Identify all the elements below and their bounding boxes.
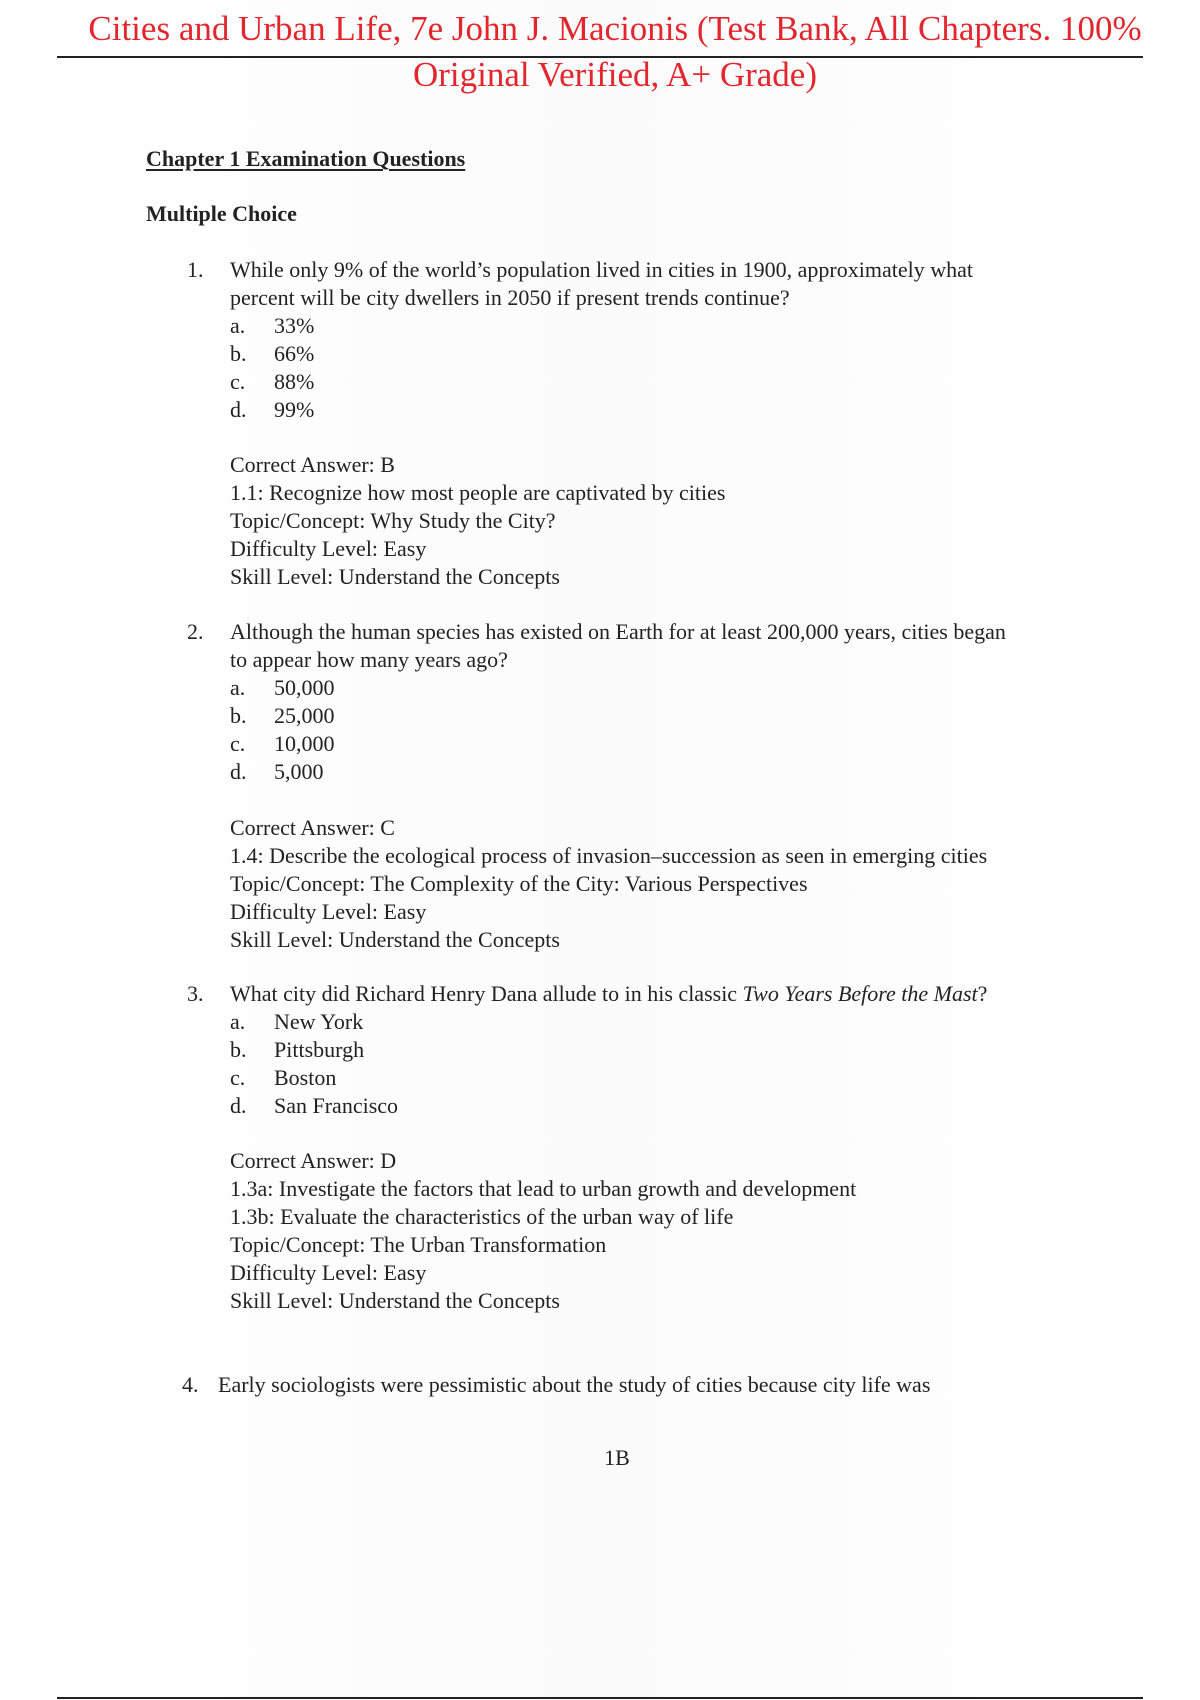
topic-concept: Topic/Concept: The Urban Transformation — [230, 1232, 607, 1257]
option-row — [230, 368, 314, 396]
title-divider — [57, 56, 1143, 58]
option-row — [230, 312, 314, 340]
question-4-number: 4. — [182, 1372, 199, 1397]
learning-objective: 1.3a: Investigate the factors that lead to urban growth and development — [230, 1176, 857, 1201]
option-text: New York — [274, 1009, 364, 1034]
option-letter: a. — [230, 675, 246, 700]
book-title: Two Years Before the Mast — [742, 981, 978, 1006]
option-letter: d. — [230, 759, 247, 784]
option-row — [230, 674, 335, 702]
option-row — [230, 1064, 398, 1092]
option-text: San Francisco — [274, 1093, 399, 1118]
option-letter: b. — [230, 1037, 247, 1062]
section-heading: Multiple Choice — [146, 201, 297, 226]
chapter-heading: Chapter 1 Examination Questions — [146, 146, 466, 171]
page-number: 1B — [604, 1445, 630, 1470]
topic-concept: Topic/Concept: The Complexity of the City: Various Perspectives — [230, 871, 808, 896]
question-3-text-start: What city did Richard Henry Dana allude to in his classic — [230, 981, 743, 1006]
question-3-answer-details — [230, 1147, 856, 1315]
question-2-text — [230, 618, 1110, 674]
question-1-text-line-1: While only 9% of the world’s population lived in cities in 1900, approximately what — [230, 257, 973, 282]
question-2-text-line-2: to appear how many years ago? — [230, 647, 508, 672]
option-letter: d. — [230, 1093, 247, 1118]
option-text: 50,000 — [274, 675, 335, 700]
option-text: 10,000 — [274, 731, 335, 756]
question-1-options — [230, 312, 314, 424]
question-2-answer-details — [230, 814, 987, 954]
question-1-text-line-2: percent will be city dwellers in 2050 if present trends continue? — [230, 285, 790, 310]
document-title — [60, 6, 1170, 98]
option-row — [230, 340, 314, 368]
question-4-text-line-1: Early sociologists were pessimistic about the study of cities because city life was — [218, 1372, 931, 1397]
option-letter: a. — [230, 313, 246, 338]
question-1-answer-details — [230, 451, 725, 591]
option-row — [230, 702, 335, 730]
difficulty-level: Difficulty Level: Easy — [230, 536, 427, 561]
option-text: 25,000 — [274, 703, 335, 728]
option-letter: c. — [230, 1065, 246, 1090]
option-text: 33% — [274, 313, 315, 338]
question-3-options — [230, 1008, 398, 1120]
option-text: Pittsburgh — [274, 1037, 365, 1062]
question-4-text — [218, 1371, 1098, 1399]
question-1-text — [230, 256, 1110, 312]
document-title-line-1: Cities and Urban Life, 7e John J. Macionis (Test Bank, All Chapters. 100% — [88, 9, 1142, 48]
correct-answer: Correct Answer: C — [230, 815, 395, 840]
topic-concept: Topic/Concept: Why Study the City? — [230, 508, 556, 533]
option-text: 5,000 — [274, 759, 324, 784]
option-letter: d. — [230, 397, 247, 422]
option-text: Boston — [274, 1065, 337, 1090]
option-letter: b. — [230, 703, 247, 728]
page-bottom-divider — [57, 1697, 1143, 1699]
skill-level: Skill Level: Understand the Concepts — [230, 564, 560, 589]
option-row — [230, 396, 314, 424]
option-row — [230, 730, 335, 758]
question-3-text — [230, 980, 1110, 1008]
correct-answer: Correct Answer: D — [230, 1148, 397, 1173]
document-title-line-2: Original Verified, A+ Grade) — [413, 55, 817, 94]
question-2-text-line-1: Although the human species has existed on Earth for at least 200,000 years, cities began — [230, 619, 1006, 644]
question-3-number: 3. — [187, 981, 204, 1006]
option-text: 66% — [274, 341, 315, 366]
learning-objective: 1.4: Describe the ecological process of invasion–succession as seen in emerging cities — [230, 843, 988, 868]
option-text: 88% — [274, 369, 315, 394]
option-letter: b. — [230, 341, 247, 366]
correct-answer: Correct Answer: B — [230, 452, 395, 477]
difficulty-level: Difficulty Level: Easy — [230, 899, 427, 924]
question-1-number: 1. — [187, 257, 204, 282]
difficulty-level: Difficulty Level: Easy — [230, 1260, 427, 1285]
question-2-options — [230, 674, 335, 786]
option-letter: c. — [230, 731, 246, 756]
question-2-number: 2. — [187, 619, 204, 644]
option-row — [230, 1036, 398, 1064]
option-row — [230, 1008, 398, 1036]
skill-level: Skill Level: Understand the Concepts — [230, 1288, 560, 1313]
option-letter: a. — [230, 1009, 246, 1034]
learning-objective: 1.3b: Evaluate the characteristics of the urban way of life — [230, 1204, 734, 1229]
skill-level: Skill Level: Understand the Concepts — [230, 927, 560, 952]
question-3-text-end: ? — [977, 981, 988, 1006]
learning-objective: 1.1: Recognize how most people are captivated by cities — [230, 480, 726, 505]
option-row — [230, 758, 335, 786]
option-row — [230, 1092, 398, 1120]
option-text: 99% — [274, 397, 315, 422]
option-letter: c. — [230, 369, 246, 394]
